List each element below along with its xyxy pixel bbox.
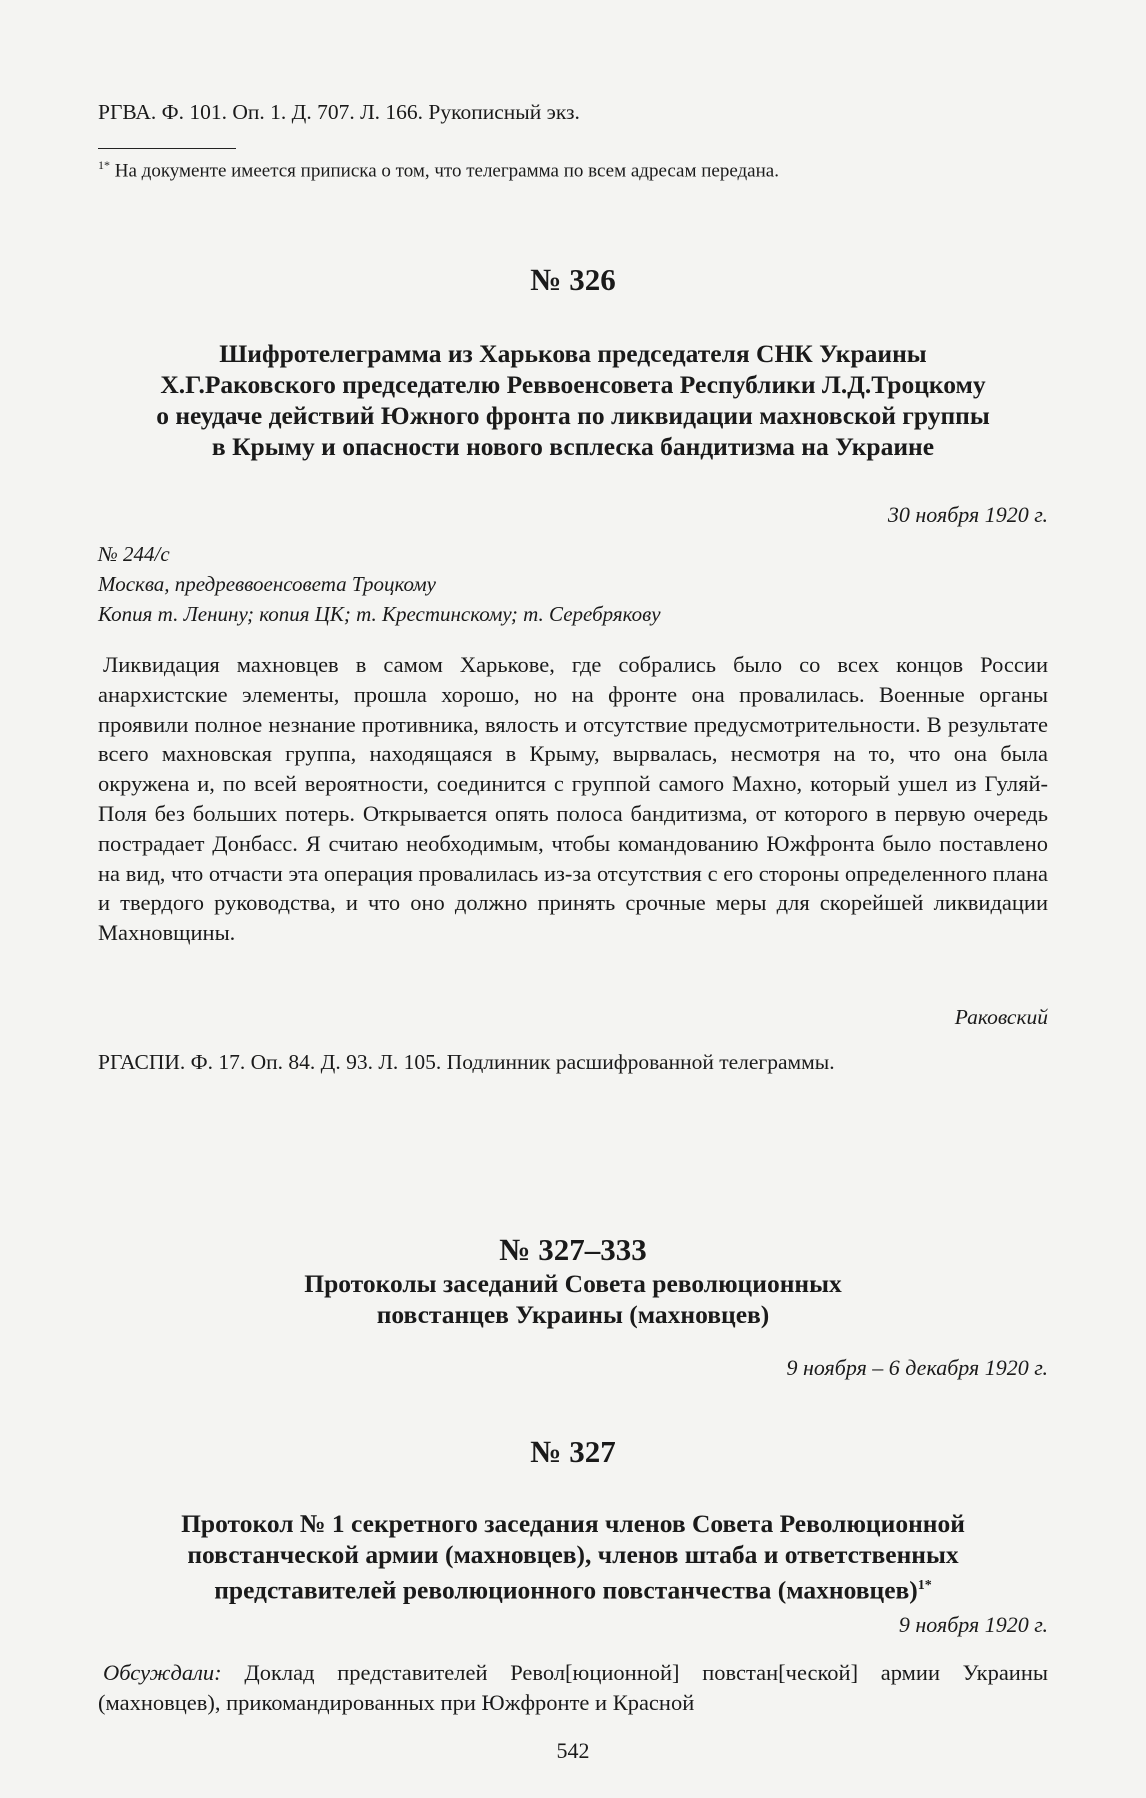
title-line: Протокол № 1 секретного заседания членов Совета Революционной	[181, 1509, 965, 1538]
title-line: Х.Г.Раковского председателю Реввоенсовета Республики Л.Д.Троцкому	[160, 370, 986, 399]
doc-326-number: № 326	[530, 262, 616, 297]
title-line: Протоколы заседаний Совета революционных	[304, 1269, 842, 1298]
title-line: повстанческой армии (махновцев), членов штаба и ответственных	[187, 1540, 959, 1569]
doc-326-body: Ликвидация махновцев в самом Харькове, где собрались было со всех концов России анархистские элементы, прошла хорошо, но на фронте она провалилась. Военные органы проявили полное незнание противника, вялость и отсутствие предусмотрительности. В результате всего махновская группа, находящаяся в Крыму, вырвалась, несмотря на то, что она была окружена и, по всей вероятности, соединится с группой самого Махно, который ушел из Гуляй-Поля без больших потерь. Открывается опять полоса бандитизма, от которого в первую очередь пострадает Донбасс. Я считаю необходимым, чтобы командованию Южфронта было поставлено на вид, что отчасти эта операция провалилась из-за отсутствия с его стороны определенного плана и твердого руководства, и что оно должно принять срочные меры для скорейшей ликвидации Махновщины.	[98, 652, 1048, 946]
page-number: 542	[556, 1738, 590, 1763]
group-327-333-number: № 327–333	[499, 1232, 647, 1267]
doc-327-title	[98, 1508, 1048, 1606]
doc-326-title	[98, 338, 1048, 462]
doc-326-signature: Раковский	[954, 1005, 1048, 1029]
title-line: в Крыму и опасности нового всплеска бандитизма на Украине	[211, 432, 935, 461]
title-line: Шифротелеграмма из Харькова председателя СНК Украины	[219, 339, 927, 368]
doc-327-date: 9 ноября 1920 г.	[898, 1612, 1048, 1637]
footnote-top	[98, 158, 779, 182]
group-327-333-date: 9 ноября – 6 декабря 1920 г.	[786, 1355, 1048, 1380]
title-line: о неудаче действий Южного фронта по ликвидации махновской группы	[156, 401, 990, 430]
title-line-text: представителей революционного повстанчества (махновцев)	[214, 1575, 918, 1605]
doc-326-address-line: Москва, предреввоенсовета Троцкому	[98, 572, 436, 596]
group-327-333-title	[98, 1268, 1048, 1330]
discussed-label: Обсуждали:	[103, 1660, 222, 1685]
footnote-rule	[98, 148, 236, 149]
doc-326-ref-number: № 244/с	[98, 542, 170, 566]
doc-327-body	[98, 1658, 1048, 1718]
title-footnote-marker: 1*	[917, 1578, 932, 1593]
doc-326-copies-line: Копия т. Ленину; копия ЦК; т. Крестинскому; т. Серебрякову	[98, 602, 661, 626]
title-line	[98, 1570, 1048, 1606]
doc-326-date: 30 ноября 1920 г.	[887, 502, 1048, 527]
footnote-marker: 1*	[98, 158, 110, 172]
doc-327-number: № 327	[530, 1434, 616, 1469]
title-line: повстанцев Украины (махновцев)	[376, 1300, 770, 1329]
doc-327-body-text: Доклад представителей Револ[юционной] повстан[ческой] армии Украины (махновцев), прикомандированных при Южфронте и Красной	[98, 1660, 1048, 1715]
doc-326-source: РГАСПИ. Ф. 17. Оп. 84. Д. 93. Л. 105. Подлинник расшифрованной телеграммы.	[98, 1050, 835, 1074]
footnote-text: На документе имеется приписка о том, что телеграмма по всем адресам передана.	[114, 160, 779, 182]
archive-source-top: РГВА. Ф. 101. Оп. 1. Д. 707. Л. 166. Рукописный экз.	[98, 100, 580, 124]
